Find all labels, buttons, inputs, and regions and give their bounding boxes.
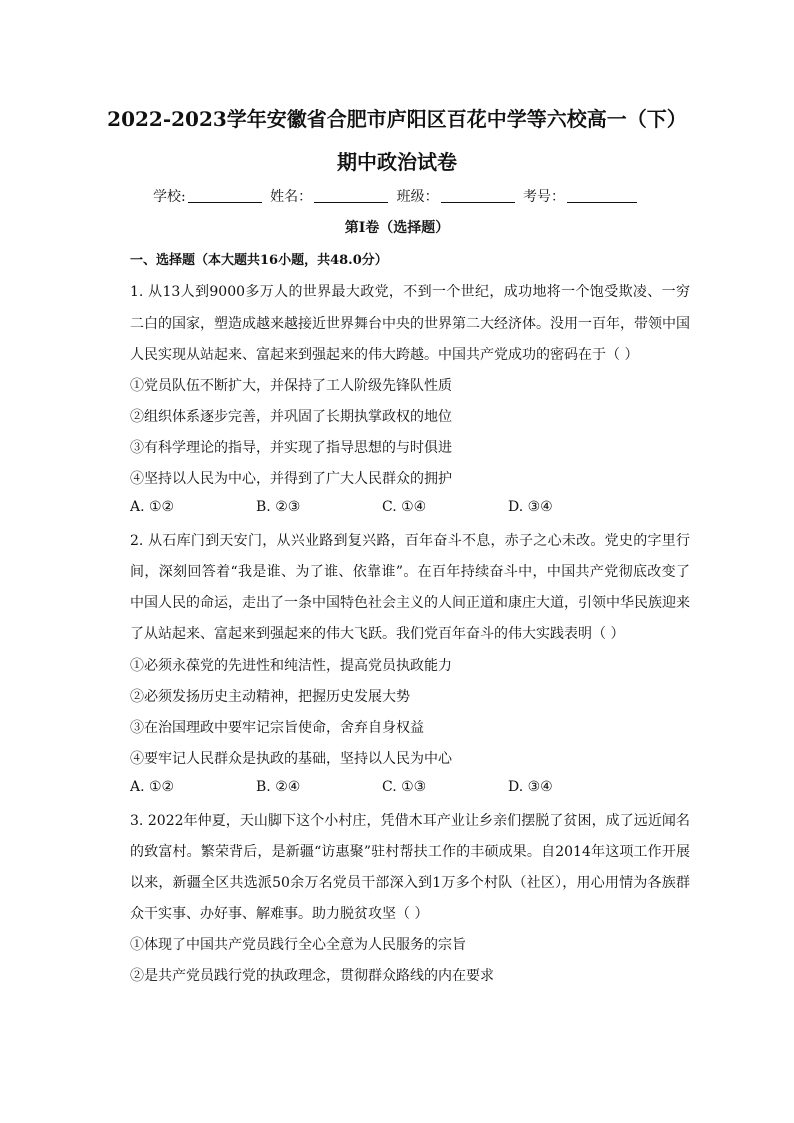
q1-option-b[interactable]: B. ②③: [256, 499, 301, 515]
school-blank[interactable]: [188, 188, 262, 203]
q3-line: 3. 2022年仲夏，天山脚下这个小村庄，凭借木耳产业让乡亲们摆脱了贫困，成了远近闻名: [130, 813, 690, 829]
section-title: 一、选择题（本大题共16小题，共48.0分）: [130, 253, 388, 268]
q3-line: 以来，新疆全区共选派50余万名党员干部深入到1万多个村队（社区），用心用情为各族群: [130, 875, 690, 891]
q2-option-b[interactable]: B. ②④: [256, 779, 301, 795]
q1-option-c[interactable]: C. ①④: [382, 499, 427, 515]
q2-statement: ③在治国理政中要牢记宗旨使命，舍弃自身权益: [130, 720, 424, 736]
part-title: 第Ⅰ卷（选择题）: [344, 220, 450, 236]
class-label: 班级：: [396, 189, 439, 205]
q2-statement: ①必须永葆党的先进性和纯洁性，提高党员执政能力: [130, 658, 452, 674]
class-blank[interactable]: [441, 188, 515, 203]
q2-line: 中国人民的命运，走出了一条中国特色社会主义的人间正道和康庄大道，引领中华民族迎来: [130, 595, 690, 611]
q2-line: 间，深刻回答着“我是谁、为了谁、依靠谁”。在百年持续奋斗中，中国共产党彻底改变了: [130, 564, 690, 580]
q2-line: 了从站起来、富起来到强起来的伟大飞跃。我们党百年奋斗的伟大实践表明（ ）: [130, 626, 625, 642]
q1-option-a[interactable]: A. ①②: [130, 499, 175, 515]
q1-statement: ③有科学理论的指导，并实现了指导思想的与时俱进: [130, 440, 452, 456]
exam-no-blank[interactable]: [567, 188, 637, 203]
exam-title-line2: 期中政治试卷: [337, 150, 457, 174]
q3-statement: ②是共产党员践行党的执政理念，贯彻群众路线的内在要求: [130, 968, 494, 984]
name-label: 姓名：: [270, 189, 313, 205]
q2-option-c[interactable]: C. ①③: [382, 779, 427, 795]
q2-statement: ②必须发扬历史主动精神，把握历史发展大势: [130, 689, 410, 705]
q3-statement: ①体现了中国共产党员践行全心全意为人民服务的宗旨: [130, 937, 466, 953]
q1-line: 人民实现从站起来、富起来到强起来的伟大跨越。中国共产党成功的密码在于（ ）: [130, 347, 639, 363]
name-blank[interactable]: [314, 188, 388, 203]
student-info-row: [0, 186, 794, 206]
school-label: 学校:: [152, 189, 186, 205]
q1-line: 1. 从13人到9000多万人的世界最大政党，不到一个世纪，成功地将一个饱受欺凌、一穷: [130, 284, 690, 300]
q3-line: 的致富村。繁荣背后，是新疆“访惠聚”驻村帮扶工作的丰硕成果。自2014年这项工作开展: [130, 844, 690, 860]
exam-no-label: 考号：: [523, 189, 566, 205]
exam-title-line1: 2022-2023学年安徽省合肥市庐阳区百花中学等六校高一（下）: [107, 107, 687, 131]
q1-option-d[interactable]: D. ③④: [508, 499, 553, 515]
q2-statement: ④要牢记人民群众是执政的基础，坚持以人民为中心: [130, 751, 452, 767]
q1-statement: ①党员队伍不断扩大，并保持了工人阶级先锋队性质: [130, 378, 452, 394]
q1-statement: ②组织体系逐步完善，并巩固了长期执掌政权的地位: [130, 409, 452, 425]
q1-line: 二白的国家，塑造成越来越接近世界舞台中央的世界第二大经济体。没用一百年，带领中国: [130, 316, 690, 332]
q1-statement: ④坚持以人民为中心，并得到了广大人民群众的拥护: [130, 471, 452, 487]
q3-line: 众干实事、办好事、解难事。助力脱贫攻坚（ ）: [130, 906, 429, 922]
q2-option-d[interactable]: D. ③④: [508, 779, 553, 795]
q2-option-a[interactable]: A. ①②: [130, 779, 175, 795]
q2-line: 2. 从石库门到天安门，从兴业路到复兴路，百年奋斗不息，赤子之心未改。党史的字里行: [130, 533, 690, 549]
